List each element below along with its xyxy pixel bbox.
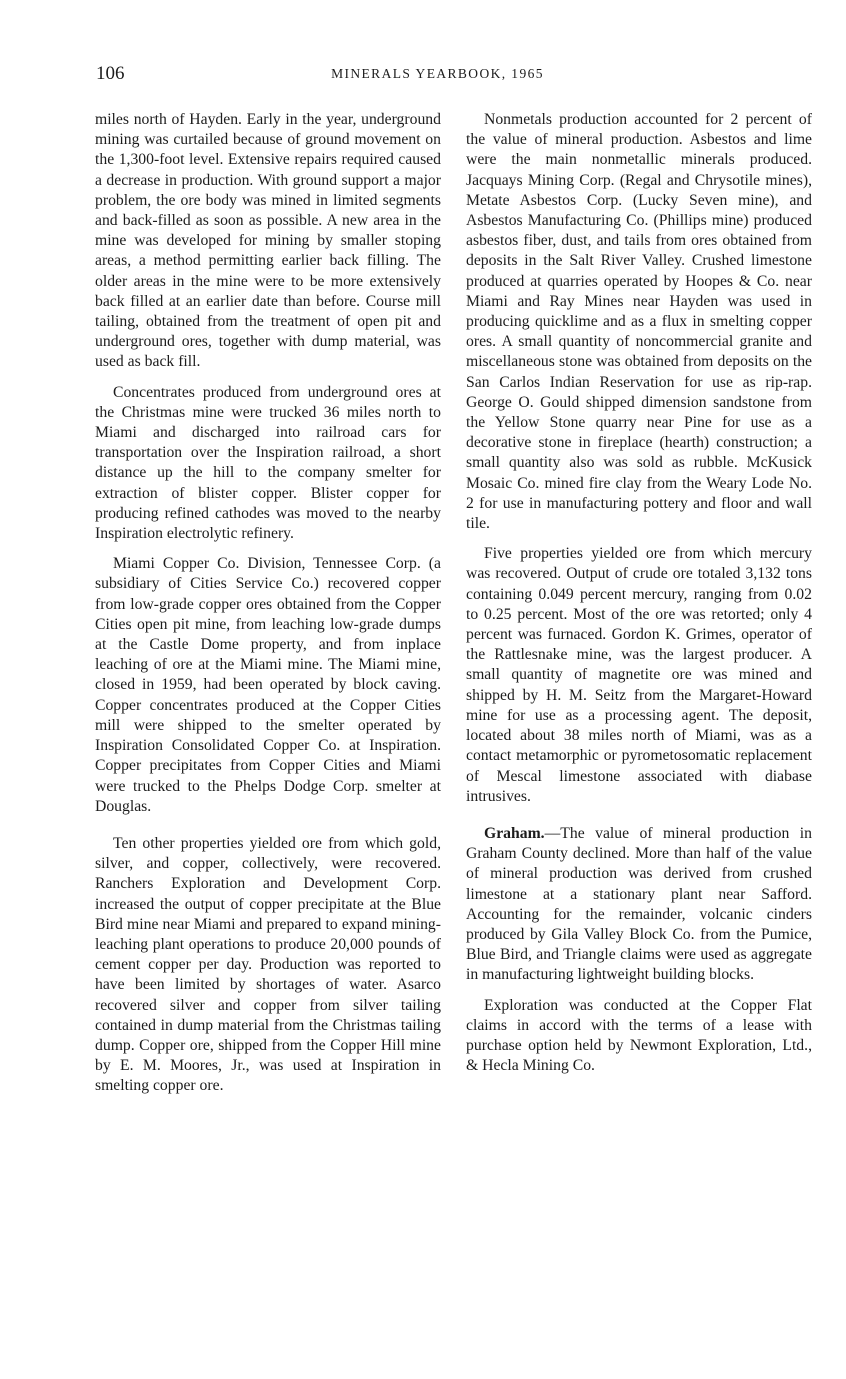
- graham-body: —The value of mineral production in Graham County declined. More than half of the value of mineral production was derived from crushed limestone at a stationary plant near Safford. Accounting for the remainder, volcanic cinders produced by Gila Valley Block Co. from the Pumice, Blue Bird, and Triangle claims were used as aggregate in manufacturing lightweight building blocks.: [466, 824, 812, 984]
- paragraph-graham: [466, 824, 812, 986]
- paragraph-concentrates: Concentrates produced from underground ores at the Christmas mine were trucked 36 miles north to Miami and discharged into railroad cars for transportation over the Inspiration railroad, a short distance up the hill to the company smelter for extraction of blister copper. Blister copper for producing refined cathodes was moved to the nearby Inspiration electrolytic refinery.: [95, 383, 441, 543]
- paragraph-ten-properties: Ten other properties yielded ore from which gold, silver, and copper, collectively, were recovered. Ranchers Exploration and Development Corp. increased the output of copper precipitate at the Blue Bird mine near Miami and prepared to expand mining-leaching plant operations to produce 20,000 pounds of cement copper per day. Production was reported to have been limited by shortages of water. Asarco recovered silver and copper from silver tailing contained in dump material from the Christmas tailing dump. Copper ore, shipped from the Copper Hill mine by E. M. Moores, Jr., was used at Inspiration in smelting copper ore.: [95, 834, 441, 1095]
- running-title: MINERALS YEARBOOK, 1965: [331, 66, 544, 81]
- paragraph-exploration: Exploration was conducted at the Copper Flat claims in accord with the terms of a lease with purchase option held by Newmont Exploration, Ltd., & Hecla Mining Co.: [466, 996, 812, 1075]
- paragraph-nonmetals: Nonmetals production accounted for 2 percent of the value of mineral production. Asbestos and lime were the main nonmetallic minerals produced. Jacquays Mining Corp. (Regal and Chrysotile mines), Metate Asbestos Corp. (Lucky Seven mine), and Asbestos Manufacturing Co. (Phillips mine) produced asbestos fiber, dust, and tails from ores obtained from deposits in the Salt River Valley. Crushed limestone produced at quarries operated by Hoopes & Co. near Miami and Ray Mines near Hayden was used in producing quicklime and as a flux in smelting copper ores. A small quantity of noncommercial granite and miscellaneous stone was obtained from deposits on the San Carlos Indian Reservation for use as rip-rap. George O. Gould shipped dimension sandstone from the Yellow Stone quarry near Pine for use as a decorative stone in fireplace (hearth) construction; a small quantity also was sold as rubble. McKusick Mosaic Co. mined fire clay from the Weary Lode No. 2 for use in manufacturing pottery and floor and wall tile.: [466, 111, 812, 533]
- paragraph-mercury: Five properties yielded ore from which mercury was recovered. Output of crude ore totaled 3,132 tons containing 0.049 percent mercury, ranging from 0.02 to 0.25 percent. Most of the ore was retorted; only 4 percent was furnaced. Gordon K. Grimes, operator of the Rattlesnake mine, was the largest producer. A small quantity of magnetite ore was mined and shipped by H. M. Seitz from the Margaret-Howard mine for use as a processing agent. The deposit, located about 38 miles north of Miami, was as a contact metamorphic or pyrometosomatic replacement of Mescal limestone associated with diabase intrusives.: [466, 545, 812, 805]
- paragraph-miami-copper: Miami Copper Co. Division, Tennessee Corp. (a subsidiary of Cities Service Co.) recovered copper from low-grade copper ores obtained from the Copper Cities open pit mine, from leaching low-grade dumps at the Castle Dome property, and from inplace leaching of ore at the Miami mine. The Miami mine, closed in 1959, had been operated by block caving. Copper concentrates produced at the Copper Cities mill were shipped to the smelter operated by Inspiration Consolidated Copper Co. at Inspiration. Copper precipitates from Copper Cities and Miami were trucked to the Phelps Dodge Corp. smelter at Douglas.: [95, 555, 441, 815]
- running-head: [96, 62, 751, 88]
- right-column: [466, 110, 812, 1086]
- left-column: [95, 110, 441, 1107]
- paragraph-back-fill: miles north of Hayden. Early in the year, underground mining was curtailed because of ground movement on the 1,300-foot level. Extensive repairs required caused a decrease in production. With ground support a major problem, the ore body was mined in limited segments and back-filled as soon as possible. A new area in the mine was developed for mining by smaller stoping areas, a method permitting earlier back filling. The older areas in the mine were to be more extensively back filled at an earlier date than before. Course mill tailing, obtained from the treatment of open pit and underground ores, together with dump material, was used as back fill.: [95, 111, 441, 371]
- section-heading-graham: Graham.: [484, 824, 545, 842]
- page-number: 106: [96, 63, 125, 84]
